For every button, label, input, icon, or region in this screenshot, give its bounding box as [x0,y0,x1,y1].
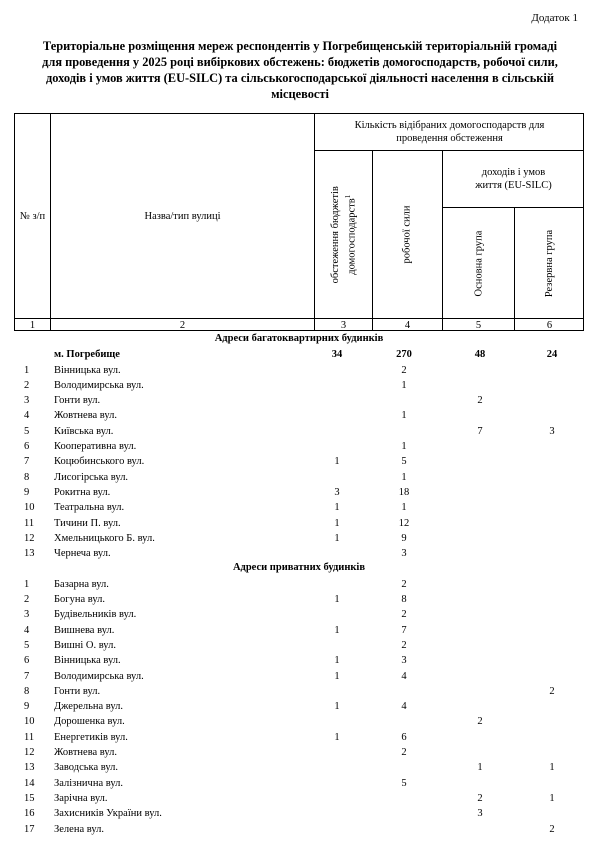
row-number: 7 [24,456,30,468]
silc-main-count: 2 [477,792,483,804]
labour-count: 2 [401,609,407,621]
table-header [14,113,584,331]
header-num: 1 [14,318,50,331]
silc-reserve-count: 1 [549,792,555,804]
table-row [14,501,584,516]
budget-count: 1 [334,532,340,544]
header-num: 3 [314,318,372,331]
street-name: Зелена вул. [54,823,104,835]
table-row [14,624,584,639]
table-row [14,532,584,547]
header-num: 2 [50,318,314,331]
silc-main-count: 2 [477,716,483,728]
budget-count: 1 [334,624,340,636]
header-col-reserve: Резервна група [514,207,584,318]
row-number: 14 [24,777,35,789]
street-name: Вінницька вул. [54,655,121,667]
row-number: 2 [24,594,30,606]
header-col-budget: обстеження бюджетів домогосподарств$^1$ [314,150,372,318]
row-number: 11 [24,731,35,743]
street-name: Жовтнева вул. [54,410,118,422]
budget-count: 1 [334,655,340,667]
street-name: Базарна вул. [54,578,109,590]
labour-count: 7 [401,624,407,636]
street-name: Володимирська вул. [54,670,144,682]
table-row [14,578,584,593]
table-row [14,639,584,654]
header-col-main: Основна група [442,207,514,318]
row-number: 11 [24,517,35,529]
budget-count: 1 [334,670,340,682]
labour-count: 8 [401,594,407,606]
town-row: м. Погребище 34 270 48 24 [54,349,558,361]
street-name: Джерельна вул. [54,701,124,713]
table-row [14,608,584,623]
labour-count: 3 [401,548,407,560]
silc-reserve-count: 2 [549,823,555,835]
row-number: 5 [24,425,30,437]
budget-count: 1 [334,517,340,529]
table-row [14,746,584,761]
table-row [14,440,584,455]
annex-label: Додаток 1 [531,12,578,24]
labour-count: 4 [401,670,407,682]
silc-reserve-count: 3 [549,425,555,437]
title-line: для проведення у 2025 році вибіркових обстежень: бюджетів домогосподарств, робочої сили, [42,55,558,69]
budget-count: 1 [334,701,340,713]
budget-count: 1 [334,456,340,468]
labour-count: 1 [401,379,407,391]
row-number: 13 [24,762,35,774]
labour-count: 3 [401,655,407,667]
street-name: Зарічна вул. [54,792,108,804]
street-name: Захисників України вул. [54,808,162,820]
street-name: Кооперативна вул. [54,441,137,453]
silc-main-count: 3 [477,808,483,820]
row-number: 9 [24,486,30,498]
street-name: Богуна вул. [54,594,105,606]
header-group: Кількість відібраних домогосподарств для проведення обстеження [314,113,584,150]
labour-count: 2 [401,639,407,651]
street-name: Жовтнева вул. [54,747,118,759]
header-num: 5 [442,318,514,331]
table-row [14,517,584,532]
labour-count: 9 [401,532,407,544]
table-row [14,761,584,776]
street-name: Чернеча вул. [54,548,111,560]
street-name: Заводська вул. [54,762,119,774]
labour-count: 12 [398,517,410,529]
header-col-silc: доходів і умов життя (EU-SILC) [442,150,584,207]
street-name: Енергетиків вул. [54,731,128,743]
silc-main-count: 7 [477,425,483,437]
street-name: Вишнева вул. [54,624,115,636]
table-row [14,715,584,730]
street-name: Дорошенка вул. [54,716,125,728]
labour-count: 1 [401,471,407,483]
labour-count: 1 [401,441,407,453]
table-row [14,792,584,807]
header-col-number: № з/п [14,113,50,318]
header-col-labour: робочої сили [372,150,442,318]
table-row [14,471,584,486]
section-heading: Адреси багатоквартирних будинків [214,333,384,344]
row-number: 8 [24,471,30,483]
street-name: Театральна вул. [54,502,125,514]
row-number: 3 [24,609,30,621]
labour-count: 5 [401,777,407,789]
title-line: місцевості [271,87,329,101]
labour-count: 5 [401,456,407,468]
row-number: 12 [24,747,35,759]
table-row [14,486,584,501]
street-name: Вишні О. вул. [54,639,116,651]
document-title [14,38,586,102]
header-col-name: Назва/тип вулиці [50,113,314,318]
street-name: Будівельників вул. [54,609,137,621]
street-name: Залізнична вул. [54,777,123,789]
section-heading: Адреси приватних будинків [232,562,366,574]
silc-reserve-count: 2 [549,685,555,697]
labour-count: 2 [401,578,407,590]
row-number: 13 [24,548,35,560]
table-body [14,333,584,838]
row-number: 9 [24,701,30,713]
row-number: 8 [24,685,30,697]
row-number: 7 [24,670,30,682]
row-number: 3 [24,395,30,407]
row-number: 6 [24,441,30,453]
row-number: 4 [24,410,30,422]
title-line: Територіальне розміщення мереж респондентів у Погребищенській територіальній громаді [42,39,558,53]
street-name: Володимирська вул. [54,379,144,391]
row-number: 6 [24,655,30,667]
budget-count: 1 [334,731,340,743]
street-name: Гонти вул. [54,395,101,407]
labour-count: 18 [398,486,410,498]
header-num: 4 [372,318,442,331]
table-row [14,700,584,715]
street-name: Тичини П. вул. [54,517,121,529]
silc-main-count: 1 [477,762,483,774]
row-number: 17 [24,823,35,835]
street-name: Хмельницького Б. вул. [54,532,155,544]
silc-reserve-count: 1 [549,762,555,774]
street-name: Вінницька вул. [54,364,121,376]
labour-count: 6 [401,731,407,743]
silc-main-count: 2 [477,395,483,407]
budget-count: 1 [334,594,340,606]
row-number: 16 [24,808,35,820]
labour-count: 4 [401,701,407,713]
row-number: 1 [24,578,30,590]
table-row [14,823,584,838]
header-num: 6 [514,318,584,331]
table-row [14,593,584,608]
labour-count: 2 [401,364,407,376]
labour-count: 2 [401,747,407,759]
street-name: Рокитна вул. [54,486,111,498]
street-name: Коцюбинського вул. [54,456,145,468]
table-row [14,685,584,700]
row-number: 10 [24,502,35,514]
title-line: доходів і умов життя (EU-SILC) та сільськогосподарської діяльності населення в сільській [46,71,554,85]
street-name: Гонти вул. [54,685,101,697]
table-row [14,364,584,379]
table-row [14,409,584,424]
row-number: 15 [24,792,35,804]
row-number: 4 [24,624,30,636]
row-number: 10 [24,716,35,728]
table-row [14,425,584,440]
street-name: Київська вул. [54,425,114,437]
budget-count: 1 [334,502,340,514]
table-row [14,455,584,470]
row-number: 12 [24,532,35,544]
table-row [14,547,584,562]
table-row [14,394,584,409]
street-name: Лисогірська вул. [54,471,129,483]
table-row [14,777,584,792]
labour-count: 1 [401,502,407,514]
row-number: 5 [24,639,30,651]
budget-count: 3 [334,486,340,498]
labour-count: 1 [401,410,407,422]
table-row [14,654,584,669]
table-row [14,379,584,394]
table-row [14,731,584,746]
row-number: 1 [24,364,30,376]
row-number: 2 [24,379,30,391]
table-row [14,670,584,685]
table-row [14,807,584,822]
